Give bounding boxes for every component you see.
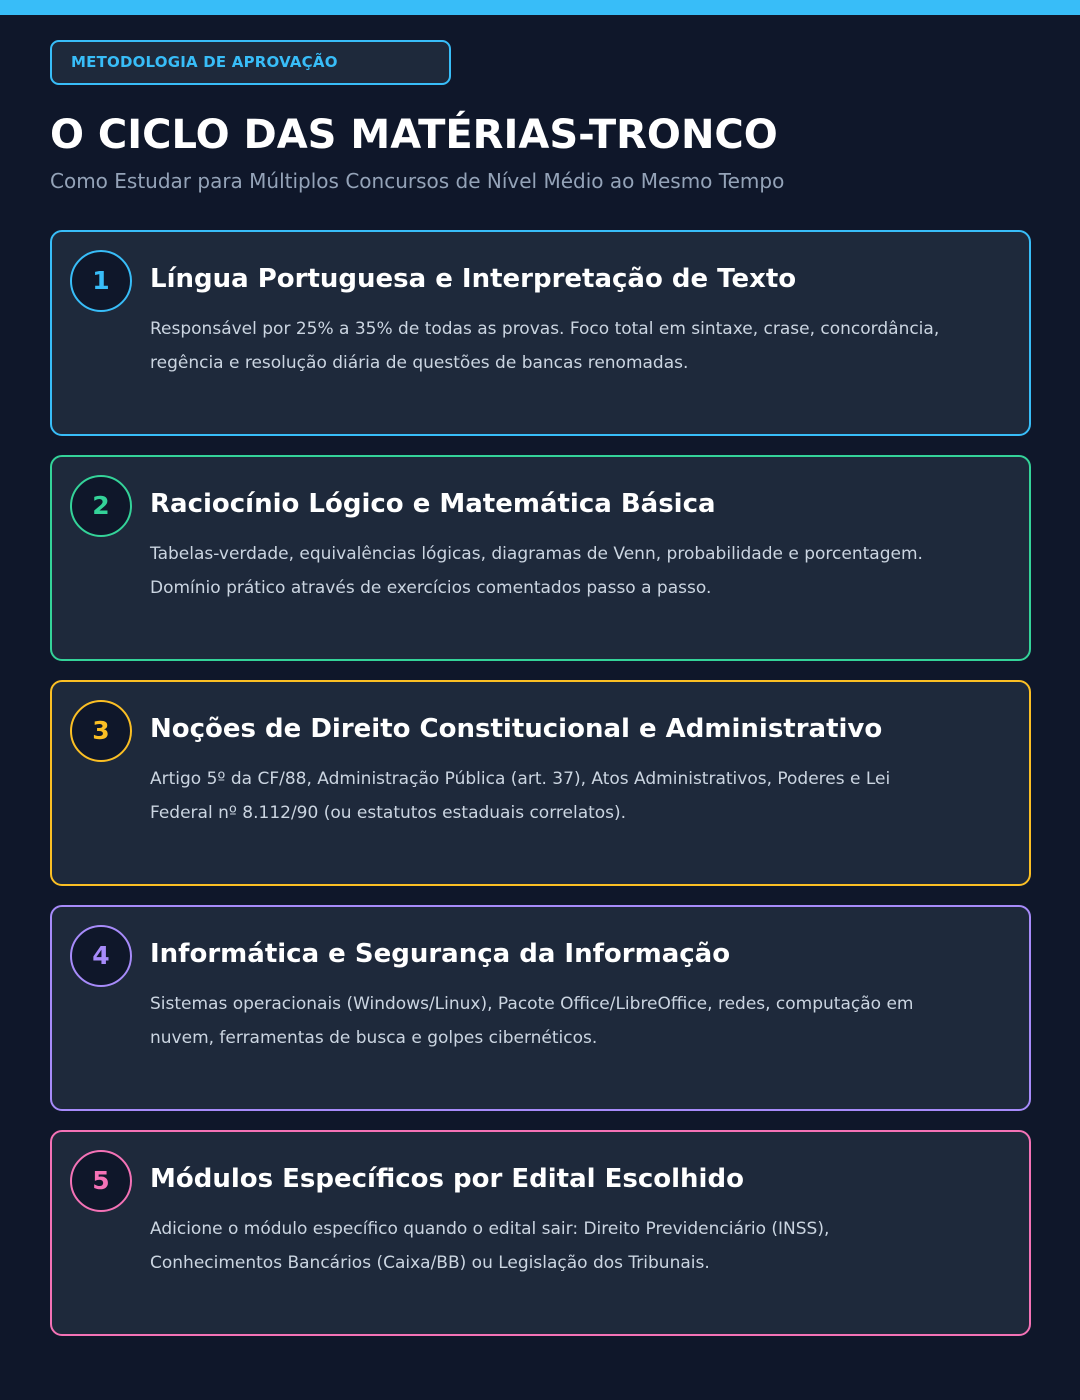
- step-number-badge: 4: [70, 925, 132, 987]
- page-subtitle: Como Estudar para Múltiplos Concursos de Nível Médio ao Mesmo Tempo: [50, 169, 785, 193]
- step-title: Módulos Específicos por Edital Escolhido: [150, 1164, 744, 1194]
- step-description: Artigo 5º da CF/88, Administração Pública (art. 37), Atos Administrativos, Poderes e Lei Federal nº 8.112/90 (ou estatutos estaduais correlatos).: [150, 769, 891, 823]
- step-title: Informática e Segurança da Informação: [150, 939, 731, 969]
- step-card-2: [50, 455, 1031, 661]
- step-description: Sistemas operacionais (Windows/Linux), Pacote Office/LibreOffice, redes, computação em nuvem, ferramentas de busca e golpes cibernéticos.: [150, 994, 914, 1048]
- step-title: Língua Portuguesa e Interpretação de Texto: [150, 264, 797, 294]
- step-number-badge: 3: [70, 700, 132, 762]
- step-title: Raciocínio Lógico e Matemática Básica: [150, 489, 716, 519]
- step-number-badge: 2: [70, 475, 132, 537]
- step-card-3: [50, 680, 1031, 886]
- step-card-1: [50, 230, 1031, 436]
- step-title: Noções de Direito Constitucional e Administrativo: [150, 714, 883, 744]
- methodology-badge: METODOLOGIA DE APROVAÇÃO: [50, 40, 451, 85]
- step-description: Tabelas-verdade, equivalências lógicas, diagramas de Venn, probabilidade e porcentagem. Domínio prático através de exercícios comentados passo a passo.: [150, 544, 923, 598]
- step-number-badge: 5: [70, 1150, 132, 1212]
- step-card-5: [50, 1130, 1031, 1336]
- step-card-4: [50, 905, 1031, 1111]
- step-description: Adicione o módulo específico quando o edital sair: Direito Previdenciário (INSS), Conhecimentos Bancários (Caixa/BB) ou Legislação dos Tribunais.: [150, 1219, 830, 1273]
- step-number-badge: 1: [70, 250, 132, 312]
- step-description: Responsável por 25% a 35% de todas as provas. Foco total em sintaxe, crase, concordância, regência e resolução diária de questões de bancas renomadas.: [150, 319, 940, 373]
- page-title: O CICLO DAS MATÉRIAS-TRONCO: [50, 112, 778, 158]
- top-accent-bar: [0, 0, 1080, 15]
